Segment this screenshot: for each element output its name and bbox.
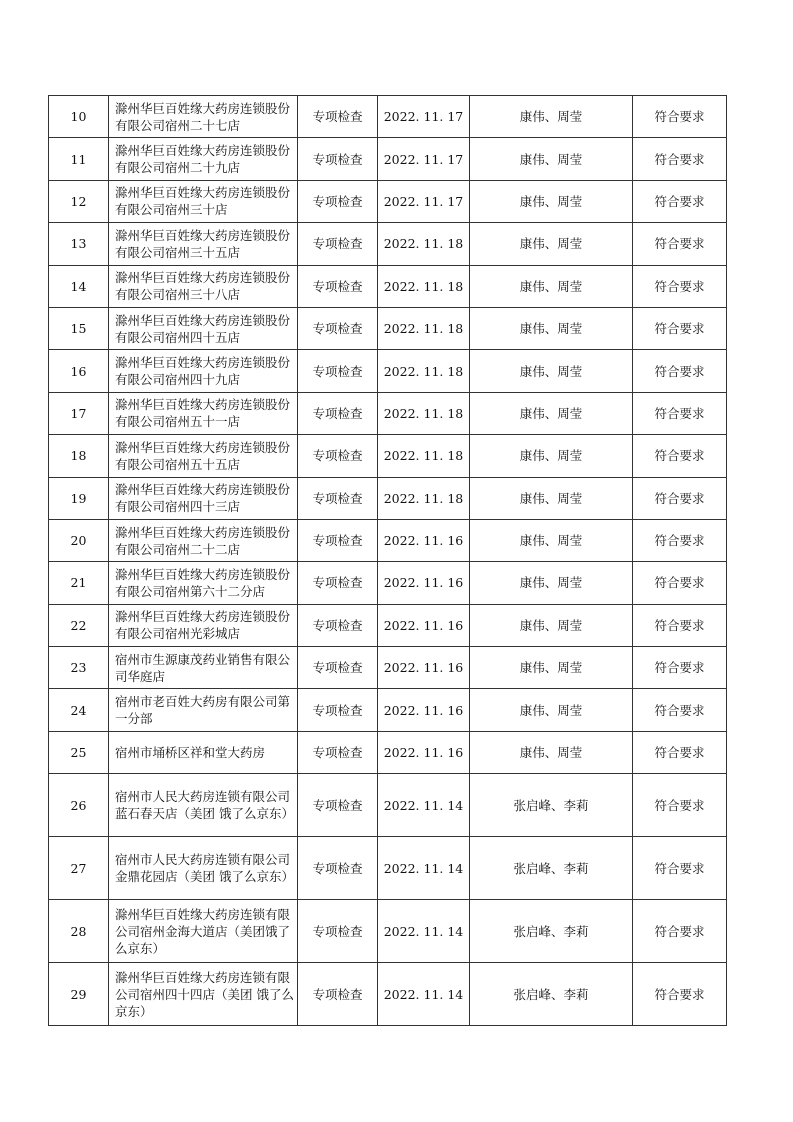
inspectors-cell: 康伟、周莹 (470, 138, 633, 180)
store-name-cell: 滁州华巨百姓缘大药房连锁股份有限公司宿州光彩城店 (109, 604, 298, 646)
inspection-result-cell: 符合要求 (633, 265, 727, 307)
inspection-date-cell: 2022. 11. 18 (378, 435, 470, 477)
inspection-type-cell: 专项检查 (298, 96, 378, 138)
inspection-type-cell: 专项检查 (298, 350, 378, 392)
store-name-cell: 滁州华巨百姓缘大药房连锁股份有限公司宿州二十九店 (109, 138, 298, 180)
inspection-result-cell: 符合要求 (633, 647, 727, 689)
inspectors-cell: 康伟、周莹 (470, 519, 633, 561)
row-number-cell: 19 (49, 477, 109, 519)
table-row (49, 837, 727, 900)
inspectors-cell: 康伟、周莹 (470, 350, 633, 392)
inspection-date-cell: 2022. 11. 17 (378, 180, 470, 222)
store-name-cell: 滁州华巨百姓缘大药房连锁股份有限公司宿州三十五店 (109, 223, 298, 265)
inspection-type-cell: 专项检查 (298, 435, 378, 477)
row-number-cell: 21 (49, 562, 109, 604)
table-row (49, 900, 727, 963)
store-name-cell: 滁州华巨百姓缘大药房连锁有限公司宿州四十四店（美团 饿了么京东） (109, 963, 298, 1026)
row-number-cell: 11 (49, 138, 109, 180)
inspectors-cell: 康伟、周莹 (470, 223, 633, 265)
table-row (49, 223, 727, 265)
inspection-type-cell: 专项检查 (298, 837, 378, 900)
inspection-type-cell: 专项检查 (298, 774, 378, 837)
inspection-date-cell: 2022. 11. 16 (378, 562, 470, 604)
inspectors-cell: 康伟、周莹 (470, 731, 633, 773)
row-number-cell: 23 (49, 647, 109, 689)
store-name-cell: 宿州市生源康茂药业销售有限公司华庭店 (109, 647, 298, 689)
store-name-cell: 滁州华巨百姓缘大药房连锁股份有限公司宿州五十五店 (109, 435, 298, 477)
row-number-cell: 12 (49, 180, 109, 222)
inspection-date-cell: 2022. 11. 16 (378, 689, 470, 731)
store-name-cell: 滁州华巨百姓缘大药房连锁股份有限公司宿州三十店 (109, 180, 298, 222)
inspection-type-cell: 专项检查 (298, 731, 378, 773)
inspection-date-cell: 2022. 11. 18 (378, 392, 470, 434)
store-name-cell: 滁州华巨百姓缘大药房连锁股份有限公司宿州三十八店 (109, 265, 298, 307)
inspectors-cell: 康伟、周莹 (470, 562, 633, 604)
inspection-result-cell: 符合要求 (633, 392, 727, 434)
row-number-cell: 10 (49, 96, 109, 138)
store-name-cell: 宿州市老百姓大药房有限公司第一分部 (109, 689, 298, 731)
inspection-result-cell: 符合要求 (633, 900, 727, 963)
inspection-result-cell: 符合要求 (633, 562, 727, 604)
inspection-result-cell: 符合要求 (633, 477, 727, 519)
inspection-type-cell: 专项检查 (298, 307, 378, 349)
inspection-date-cell: 2022. 11. 16 (378, 731, 470, 773)
inspection-type-cell: 专项检查 (298, 519, 378, 561)
row-number-cell: 16 (49, 350, 109, 392)
inspection-result-cell: 符合要求 (633, 435, 727, 477)
table-row (49, 604, 727, 646)
inspection-result-cell: 符合要求 (633, 96, 727, 138)
inspection-type-cell: 专项检查 (298, 392, 378, 434)
inspection-date-cell: 2022. 11. 14 (378, 837, 470, 900)
inspection-result-cell: 符合要求 (633, 837, 727, 900)
inspection-result-cell: 符合要求 (633, 350, 727, 392)
table-row (49, 477, 727, 519)
inspection-date-cell: 2022. 11. 14 (378, 963, 470, 1026)
store-name-cell: 宿州市人民大药房连锁有限公司金鼎花园店（美团 饿了么京东） (109, 837, 298, 900)
inspectors-cell: 康伟、周莹 (470, 180, 633, 222)
row-number-cell: 28 (49, 900, 109, 963)
table-row (49, 96, 727, 138)
inspectors-cell: 康伟、周莹 (470, 435, 633, 477)
inspectors-cell: 康伟、周莹 (470, 689, 633, 731)
inspectors-cell: 康伟、周莹 (470, 604, 633, 646)
inspection-type-cell: 专项检查 (298, 689, 378, 731)
inspection-type-cell: 专项检查 (298, 138, 378, 180)
inspection-type-cell: 专项检查 (298, 180, 378, 222)
inspection-date-cell: 2022. 11. 18 (378, 307, 470, 349)
table-body (49, 96, 727, 1026)
inspection-result-cell: 符合要求 (633, 223, 727, 265)
inspectors-cell: 康伟、周莹 (470, 477, 633, 519)
store-name-cell: 滁州华巨百姓缘大药房连锁有限公司宿州金海大道店（美团饿了么京东） (109, 900, 298, 963)
table-row (49, 138, 727, 180)
table-row (49, 963, 727, 1026)
table-row (49, 689, 727, 731)
row-number-cell: 25 (49, 731, 109, 773)
inspection-date-cell: 2022. 11. 18 (378, 265, 470, 307)
inspection-result-cell: 符合要求 (633, 180, 727, 222)
inspection-date-cell: 2022. 11. 17 (378, 138, 470, 180)
inspection-date-cell: 2022. 11. 16 (378, 604, 470, 646)
table-row (49, 180, 727, 222)
store-name-cell: 滁州华巨百姓缘大药房连锁股份有限公司宿州五十一店 (109, 392, 298, 434)
table-row (49, 774, 727, 837)
inspectors-cell: 张启峰、李莉 (470, 774, 633, 837)
inspectors-cell: 张启峰、李莉 (470, 900, 633, 963)
inspection-type-cell: 专项检查 (298, 223, 378, 265)
row-number-cell: 14 (49, 265, 109, 307)
inspectors-cell: 张启峰、李莉 (470, 837, 633, 900)
store-name-cell: 滁州华巨百姓缘大药房连锁股份有限公司宿州二十二店 (109, 519, 298, 561)
inspectors-cell: 康伟、周莹 (470, 392, 633, 434)
table-row (49, 647, 727, 689)
store-name-cell: 滁州华巨百姓缘大药房连锁股份有限公司宿州四十三店 (109, 477, 298, 519)
inspection-result-cell: 符合要求 (633, 689, 727, 731)
row-number-cell: 27 (49, 837, 109, 900)
row-number-cell: 17 (49, 392, 109, 434)
table-row (49, 731, 727, 773)
store-name-cell: 滁州华巨百姓缘大药房连锁股份有限公司宿州第六十二分店 (109, 562, 298, 604)
table-row (49, 562, 727, 604)
inspection-type-cell: 专项检查 (298, 265, 378, 307)
row-number-cell: 20 (49, 519, 109, 561)
row-number-cell: 15 (49, 307, 109, 349)
inspectors-cell: 康伟、周莹 (470, 647, 633, 689)
row-number-cell: 29 (49, 963, 109, 1026)
row-number-cell: 22 (49, 604, 109, 646)
inspection-type-cell: 专项检查 (298, 900, 378, 963)
inspection-type-cell: 专项检查 (298, 477, 378, 519)
inspection-date-cell: 2022. 11. 17 (378, 96, 470, 138)
row-number-cell: 18 (49, 435, 109, 477)
inspection-result-cell: 符合要求 (633, 307, 727, 349)
inspectors-cell: 康伟、周莹 (470, 96, 633, 138)
inspection-type-cell: 专项检查 (298, 604, 378, 646)
inspection-result-cell: 符合要求 (633, 731, 727, 773)
table-row (49, 350, 727, 392)
inspection-result-cell: 符合要求 (633, 138, 727, 180)
table-row (49, 435, 727, 477)
inspection-result-cell: 符合要求 (633, 963, 727, 1026)
inspection-date-cell: 2022. 11. 16 (378, 647, 470, 689)
inspection-date-cell: 2022. 11. 18 (378, 477, 470, 519)
inspection-date-cell: 2022. 11. 14 (378, 900, 470, 963)
table-row (49, 392, 727, 434)
inspection-date-cell: 2022. 11. 16 (378, 519, 470, 561)
inspection-date-cell: 2022. 11. 14 (378, 774, 470, 837)
table-row (49, 265, 727, 307)
inspection-result-cell: 符合要求 (633, 774, 727, 837)
row-number-cell: 24 (49, 689, 109, 731)
inspection-type-cell: 专项检查 (298, 963, 378, 1026)
store-name-cell: 滁州华巨百姓缘大药房连锁股份有限公司宿州四十五店 (109, 307, 298, 349)
inspectors-cell: 张启峰、李莉 (470, 963, 633, 1026)
inspection-result-cell: 符合要求 (633, 604, 727, 646)
table-row (49, 519, 727, 561)
inspection-type-cell: 专项检查 (298, 647, 378, 689)
store-name-cell: 滁州华巨百姓缘大药房连锁股份有限公司宿州四十九店 (109, 350, 298, 392)
inspectors-cell: 康伟、周莹 (470, 265, 633, 307)
table-row (49, 307, 727, 349)
store-name-cell: 宿州市人民大药房连锁有限公司蓝石春天店（美团 饿了么京东） (109, 774, 298, 837)
inspection-table (48, 95, 727, 1026)
store-name-cell: 宿州市埇桥区祥和堂大药房 (109, 731, 298, 773)
row-number-cell: 26 (49, 774, 109, 837)
inspection-result-cell: 符合要求 (633, 519, 727, 561)
inspection-date-cell: 2022. 11. 18 (378, 350, 470, 392)
row-number-cell: 13 (49, 223, 109, 265)
inspectors-cell: 康伟、周莹 (470, 307, 633, 349)
inspection-type-cell: 专项检查 (298, 562, 378, 604)
inspection-date-cell: 2022. 11. 18 (378, 223, 470, 265)
store-name-cell: 滁州华巨百姓缘大药房连锁股份有限公司宿州二十七店 (109, 96, 298, 138)
